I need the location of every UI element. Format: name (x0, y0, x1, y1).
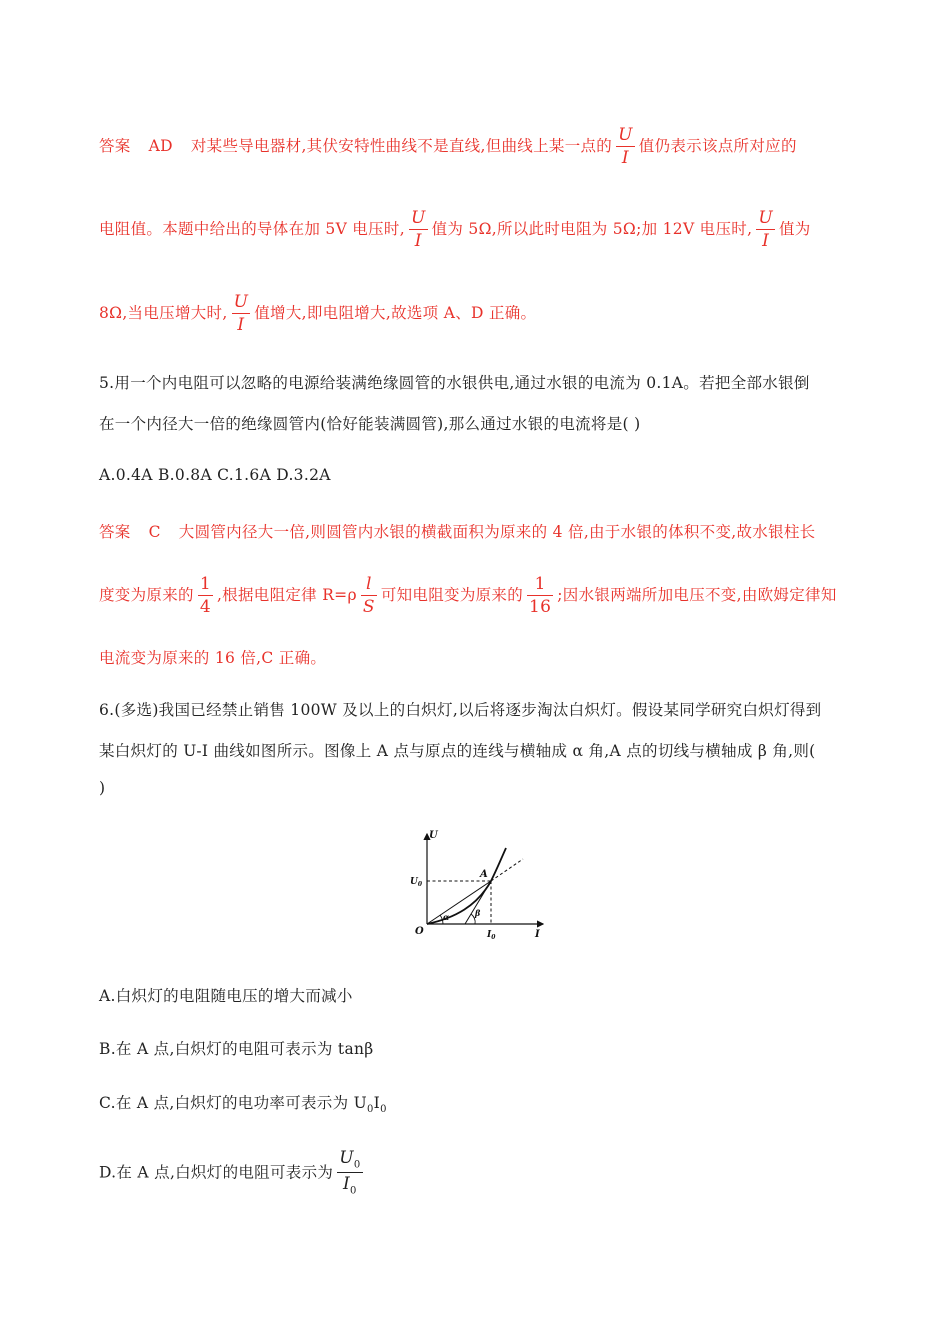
fraction-denominator: 4 (199, 597, 211, 617)
fraction-u-over-i (232, 294, 251, 334)
q5-stem-line-2: 在一个内径大一倍的绝缘圆管内(恰好能装满圆管),那么通过水银的电流将是( ) (99, 415, 641, 433)
fraction-u-over-i (409, 210, 428, 250)
fraction-numerator: U (618, 125, 633, 145)
q4-answer-line-1 (99, 127, 797, 167)
answer-text: 可知电阻变为原来的 (380, 586, 524, 604)
q6-option-a: A.白炽灯的电阻随电压的增大而减小 (99, 987, 353, 1005)
fraction-numerator: 1 (199, 574, 211, 594)
q6-option-d (99, 1150, 367, 1197)
beta-label: β (475, 908, 481, 918)
subscript: 0 (367, 1104, 374, 1116)
answer-text: 大圆管内径大一倍,则圆管内水银的横截面积为原来的 4 倍,由于水银的体积不变,故水银柱长 (178, 523, 816, 541)
fraction-denominator: I (414, 231, 422, 251)
fraction-numerator: U (233, 292, 249, 312)
subscript: 0 (380, 1104, 387, 1116)
answer-text: 对某些导电器材,其伏安特性曲线不是直线,但曲线上某一点的 (190, 137, 613, 155)
fraction-numerator: 1 (527, 576, 553, 596)
option-text: C.在 A 点,白炽灯的电功率可表示为 U (99, 1094, 367, 1112)
origin-label: O (415, 926, 424, 937)
i0-label: $I_0$ (487, 930, 496, 941)
fraction-denominator: I (237, 315, 245, 335)
q4-answer-line-2 (99, 210, 811, 250)
fraction-numerator: $U_0$ (337, 1150, 362, 1173)
fraction-u-over-i (756, 210, 775, 250)
answer-label: 答案 (99, 523, 131, 541)
option-text: D.在 A 点,白炽灯的电阻可表示为 (99, 1163, 334, 1182)
q5-answer-line-2 (99, 576, 837, 616)
q6-option-b: B.在 A 点,白炽灯的电阻可表示为 tanβ (99, 1040, 374, 1058)
q5-options: A.0.4A B.0.8A C.1.6A D.3.2A (99, 466, 331, 484)
option-text: I (373, 1094, 381, 1112)
fraction-l-over-s (361, 576, 377, 616)
q5-answer-line-1 (99, 520, 815, 542)
chord-line (427, 881, 491, 924)
fraction-denominator: $I_0$ (343, 1174, 357, 1197)
fraction-denominator: I (621, 148, 629, 168)
fraction-numerator: U (758, 208, 773, 228)
u-i-curve-figure (405, 826, 555, 944)
u0-label: $U_0$ (410, 877, 423, 888)
q5-stem-line-1: 5.用一个内电阻可以忽略的电源给装满绝缘圆管的水银供电,通过水银的电流为 0.1A。若把全部水银倒 (99, 374, 810, 392)
fraction-denominator: 16 (529, 597, 552, 617)
q5-answer-line-3: 电流变为原来的 16 倍,C 正确。 (99, 649, 327, 667)
answer-text: 值增大,即电阻增大,故选项 A、D 正确。 (254, 304, 537, 322)
answer-label: 答案 (99, 137, 131, 155)
q6-stem-line-1: 6.(多选)我国已经禁止销售 100W 及以上的白炽灯,以后将逐步淘汰白炽灯。假设某同学研究白炽灯得到 (99, 701, 822, 719)
fraction-one-sixteenth (527, 576, 553, 616)
fraction-u-over-i (616, 127, 635, 167)
fraction-denominator: I (762, 231, 770, 251)
answer-text: 值仍表示该点所对应的 (638, 137, 797, 155)
alpha-label: α (443, 912, 450, 922)
q6-stem-line-3: ) (99, 779, 106, 797)
answer-text: ,根据电阻定律 R=ρ (216, 586, 357, 604)
q4-answer-line-3 (99, 294, 536, 334)
point-a-label: A (480, 869, 488, 880)
y-axis-label: U (429, 830, 438, 841)
answer-choice: AD (148, 137, 173, 155)
answer-text: 电阻值。本题中给出的导体在加 5V 电压时, (99, 220, 405, 238)
answer-choice: C (148, 523, 161, 541)
answer-text: ;因水银两端所加电压不变,由欧姆定律知 (557, 586, 837, 604)
answer-text: 值为 (778, 220, 811, 238)
answer-text: 度变为原来的 (99, 586, 194, 604)
fraction-u0-over-i0 (337, 1150, 362, 1197)
q6-option-c (99, 1091, 387, 1115)
fraction-one-quarter (198, 576, 213, 616)
fraction-denominator: S (362, 597, 375, 617)
u-i-curve (427, 848, 506, 924)
q6-stem-line-2: 某白炽灯的 U-I 曲线如图所示。图像上 A 点与原点的连线与横轴成 α 角,A 点的切线与横轴成 β 角,则( (99, 742, 816, 760)
fraction-numerator: l (361, 576, 377, 596)
answer-text: 值为 5Ω,所以此时电阻为 5Ω;加 12V 电压时, (431, 220, 753, 238)
x-axis-label: I (535, 929, 540, 940)
fraction-numerator: U (410, 208, 426, 228)
answer-text: 8Ω,当电压增大时, (99, 304, 228, 322)
